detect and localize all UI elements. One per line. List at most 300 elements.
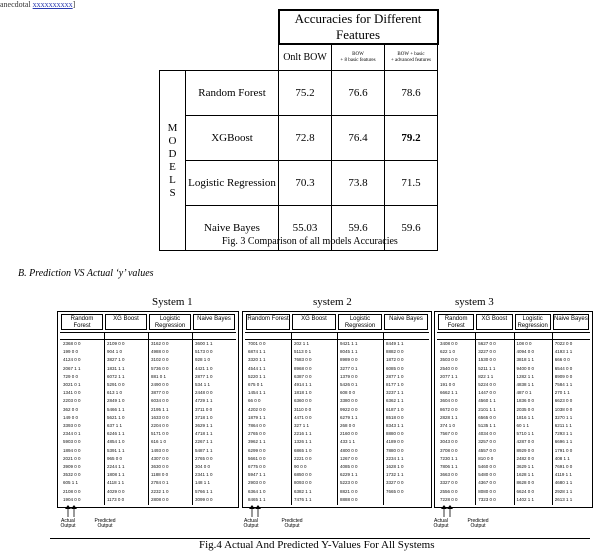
prediction-cell: 534 1 1 xyxy=(195,382,211,387)
prediction-cell: 729 0 0 xyxy=(63,373,79,379)
prediction-cell: 4029 0 0 xyxy=(107,488,125,494)
prediction-cell: 2341 1 0 xyxy=(195,472,213,478)
prediction-cell: 9400 0 0 xyxy=(516,365,535,371)
column-header: Logistic Regression xyxy=(338,314,382,330)
prediction-cell: 8045 1 1 xyxy=(340,349,358,355)
prediction-cell: 7228 0 0 xyxy=(440,496,458,502)
prediction-cell: 6850 0 0 xyxy=(294,472,312,478)
prediction-cell: 3962 1 1 xyxy=(248,439,266,445)
prediction-cell: 4085 0 0 xyxy=(340,464,358,469)
accuracy-value: 70.3 xyxy=(279,161,332,206)
column-header: Naive Bayes xyxy=(193,314,235,330)
prediction-cell: 2784 0 1 xyxy=(151,480,169,486)
fragment-prefix: anecdotal xyxy=(0,0,31,9)
prediction-cell: 3380 0 0 xyxy=(340,398,358,404)
prediction-cell: 4838 1 1 xyxy=(516,382,535,387)
prediction-cell: 4729 1 1 xyxy=(195,398,213,404)
prediction-cell: 5766 1 1 xyxy=(195,488,213,494)
prediction-cell: 8628 0 0 xyxy=(516,480,535,486)
fragment-suffix: ] xyxy=(72,0,76,9)
prediction-cell: 6775 0 0 xyxy=(248,464,266,469)
prediction-cell: 4544 1 1 xyxy=(248,365,266,371)
prediction-cell: 2765 0 0 xyxy=(195,455,213,461)
prediction-cell: 2877 1 0 xyxy=(386,373,404,379)
prediction-cell: 8672 0 0 xyxy=(440,406,458,412)
column-header: Random Forest xyxy=(246,314,290,330)
prediction-cell: 4914 1 1 xyxy=(294,382,312,387)
prediction-cell: 2613 1 1 xyxy=(554,496,573,502)
column-divider xyxy=(337,332,338,505)
prediction-cell: 965 0 0 xyxy=(107,455,123,461)
table-row xyxy=(160,71,438,116)
prediction-cell: 8821 0 0 xyxy=(340,488,358,494)
prediction-cell: 3257 0 0 xyxy=(478,439,496,445)
header-divider xyxy=(245,332,429,340)
prediction-cell: 5223 0 0 xyxy=(340,480,358,486)
prediction-cell: 8882 0 0 xyxy=(386,349,404,355)
actual-output-label-2: Actual Output xyxy=(243,518,259,529)
prediction-cell: 9922 0 0 xyxy=(340,406,358,412)
prediction-cell: 2877 1 0 xyxy=(195,373,213,379)
model-name: Logistic Regression xyxy=(186,161,279,206)
prediction-cell: 66 0 0 xyxy=(248,398,261,404)
prediction-cell: 7001 0 0 xyxy=(248,341,266,346)
prediction-cell: 8880 0 0 xyxy=(386,431,404,437)
prediction-cell: 6085 0 0 xyxy=(386,365,404,371)
prediction-cell: 4471 0 0 xyxy=(294,414,312,420)
prediction-cell: 2232 1 0 xyxy=(151,488,169,494)
prediction-cell: 4189 0 0 xyxy=(386,439,404,445)
prediction-cell: 6211 1 1 xyxy=(554,423,572,428)
prediction-cell: 2234 1 1 xyxy=(386,455,404,461)
prediction-cell: 3327 0 0 xyxy=(386,480,404,486)
accuracy-value: 73.8 xyxy=(332,161,385,206)
prediction-cell: 3099 0 0 xyxy=(195,496,213,502)
prediction-cell: 6362 1 1 xyxy=(386,398,404,404)
prediction-cell: 5661 0 0 xyxy=(248,455,266,461)
prediction-cell: 4287 0 0 xyxy=(516,439,535,445)
prediction-cell: 191 0 0 xyxy=(440,382,456,387)
column-header-bow-basic: BOW + 8 basic features xyxy=(332,44,385,71)
prediction-cell: 7476 1 1 xyxy=(294,496,312,502)
prediction-cell: 4560 1 1 xyxy=(478,398,496,404)
prediction-cell: 304 0 0 xyxy=(195,464,211,469)
prediction-cell: 2204 0 0 xyxy=(151,423,169,428)
column-header: XG Boost xyxy=(292,314,336,330)
accuracy-table xyxy=(159,9,439,251)
column-header: Random Forest xyxy=(438,314,474,330)
prediction-cell: 8888 0 0 xyxy=(340,496,358,502)
prediction-cell: 5627 0 0 xyxy=(478,341,496,346)
prediction-cell: 3393 0 0 xyxy=(63,423,81,428)
prediction-cell: 1173 0 0 xyxy=(107,496,125,502)
prediction-cell: 5171 0 0 xyxy=(151,431,169,437)
prediction-cell: 2267 1 1 xyxy=(195,439,213,445)
prediction-cell: 1628 1 0 xyxy=(386,464,404,469)
column-header: Naive Bayes xyxy=(553,314,589,330)
prediction-cell: 1447 0 0 xyxy=(478,390,496,396)
prediction-cell: 1530 0 0 xyxy=(478,357,496,363)
prediction-cell: 3227 0 0 xyxy=(478,349,496,355)
prediction-cell: 2109 0 0 xyxy=(107,341,125,346)
table-row xyxy=(160,116,438,161)
column-divider xyxy=(383,332,384,505)
prediction-cell: 3818 1 1 xyxy=(516,357,535,363)
column-header: Naive Bayes xyxy=(384,314,428,330)
prediction-cell: 6382 1 1 xyxy=(294,488,312,494)
accuracy-value: 78.6 xyxy=(385,71,438,116)
prediction-cell: 5224 0 0 xyxy=(478,382,496,387)
prediction-cell: 374 1 0 xyxy=(440,423,456,428)
prediction-cell: 6865 1 0 xyxy=(294,447,312,453)
prediction-cell: 8909 0 0 xyxy=(554,373,573,379)
prediction-cell: 613 1 0 xyxy=(107,390,123,396)
prediction-cell: 5736 0 0 xyxy=(151,365,169,371)
prediction-cell: 487 0 1 xyxy=(516,390,532,396)
prediction-cell: 6544 0 0 xyxy=(554,365,573,371)
predicted-output-label-3: Predicted Output xyxy=(467,518,489,529)
prediction-cell: 3630 0 0 xyxy=(151,464,169,469)
prediction-cell: 6034 0 0 xyxy=(151,398,169,404)
prediction-cell: 2808 0 0 xyxy=(151,496,169,502)
prediction-cell: 3708 0 0 xyxy=(440,447,458,453)
system-3-table xyxy=(434,311,593,508)
prediction-cell: 5291 0 0 xyxy=(107,382,125,387)
prediction-cell: 8929 0 0 xyxy=(516,447,535,453)
prediction-cell: 5426 0 1 xyxy=(340,382,358,387)
predicted-output-label-2: Predicted Output xyxy=(281,518,303,529)
model-name: Random Forest xyxy=(186,71,279,116)
prediction-cell: 3877 0 0 xyxy=(151,390,169,396)
prediction-cell: 5487 1 1 xyxy=(195,447,213,453)
prediction-cell: 6072 1 1 xyxy=(107,373,125,379)
prediction-cell: 2849 1 0 xyxy=(107,398,125,404)
prediction-cell: 6229 1 1 xyxy=(340,472,358,478)
prediction-cell: 3663 0 0 xyxy=(440,472,458,478)
column-header: XG Boost xyxy=(105,314,147,330)
prediction-cell: 1836 0 0 xyxy=(516,398,535,404)
prediction-cell: 2828 1 1 xyxy=(440,414,458,420)
prediction-cell: 3604 0 0 xyxy=(440,398,458,404)
column-divider xyxy=(148,332,149,505)
prediction-cell: 3327 0 0 xyxy=(440,480,458,486)
prediction-cell: 616 1 0 xyxy=(151,439,167,445)
prediction-cell: 3503 0 0 xyxy=(440,357,458,363)
prediction-cell: 5173 0 0 xyxy=(195,349,213,355)
prediction-cell: 90 0 0 xyxy=(294,464,307,469)
prediction-cell: 4034 0 0 xyxy=(478,431,496,437)
accuracy-value: 55.03 xyxy=(279,206,332,251)
accuracy-value-best: 79.2 xyxy=(385,116,438,161)
accuracy-value: 76.4 xyxy=(332,116,385,161)
prediction-cell: 8343 1 1 xyxy=(386,423,404,428)
prediction-cell: 1282 1 1 xyxy=(516,373,535,379)
system-2-table xyxy=(242,311,432,508)
prediction-cell: 1267 0 0 xyxy=(340,455,358,461)
fig3-caption: Fig. 3 Comparison of all models Accuracies xyxy=(222,236,398,247)
prediction-cell: 268 0 0 xyxy=(340,423,356,428)
prediction-cell: 3110 0 0 xyxy=(294,406,312,412)
prediction-cell: 270 1 1 xyxy=(554,390,570,396)
prediction-cell: 60 1 1 xyxy=(516,423,530,428)
prediction-cell: 1038 0 0 xyxy=(554,406,573,412)
prediction-cell: 8177 1 0 xyxy=(386,382,404,387)
prediction-cell: 3021 0 1 xyxy=(63,382,81,387)
prediction-cell: 1818 1 0 xyxy=(294,390,312,396)
prediction-cell: 6387 0 0 xyxy=(294,373,312,379)
arrow-annotations xyxy=(55,505,595,529)
table-row xyxy=(160,161,438,206)
prediction-cell: 666 0 0 xyxy=(554,357,570,363)
prediction-cell: 4193 1 1 xyxy=(554,349,573,355)
model-name: Naive Bayes xyxy=(186,206,279,251)
column-divider xyxy=(192,332,193,505)
prediction-cell: 881 0 1 xyxy=(151,373,167,379)
prediction-cell: 7584 1 1 xyxy=(554,382,573,387)
prediction-cell: 2765 0 0 xyxy=(248,431,266,437)
prediction-cell: 3320 1 1 xyxy=(248,357,266,363)
prediction-cell: 7323 0 0 xyxy=(478,496,496,502)
header-divider xyxy=(437,332,590,340)
prediction-cell: 3102 0 0 xyxy=(151,357,169,363)
prediction-cell: 3408 0 0 xyxy=(440,341,458,346)
table-blank-corner xyxy=(160,10,279,44)
accuracy-value: 59.6 xyxy=(332,206,385,251)
predicted-output-label-1: Predicted Output xyxy=(94,518,116,529)
fragment-link[interactable]: xxxxxxxxxx xyxy=(32,0,73,9)
prediction-cell: 5460 0 0 xyxy=(478,464,496,469)
prediction-cell: 5903 0 0 xyxy=(63,439,81,445)
top-fragment-text xyxy=(0,0,75,9)
prediction-cell: 2540 0 0 xyxy=(440,365,458,371)
prediction-cell: 4718 1 1 xyxy=(195,431,213,437)
prediction-cell: 4202 0 0 xyxy=(248,406,266,412)
prediction-cell: 6696 1 1 xyxy=(554,439,573,445)
prediction-cell: 5391 1 1 xyxy=(107,447,125,453)
prediction-cell: 6874 1 1 xyxy=(248,349,266,355)
accuracy-value: 72.8 xyxy=(279,116,332,161)
prediction-cell: 6623 0 0 xyxy=(554,398,573,404)
prediction-cell: 2101 1 1 xyxy=(478,406,496,412)
prediction-cell: 2160 0 0 xyxy=(340,431,358,437)
section-heading: B. Prediction VS Actual ‘y’ values xyxy=(18,268,154,279)
prediction-cell: 199 0 0 xyxy=(63,349,79,355)
prediction-cell: 149 0 0 xyxy=(63,414,79,420)
model-name: XGBoost xyxy=(186,116,279,161)
prediction-cell: 5480 0 0 xyxy=(478,472,496,478)
prediction-cell: 3600 1 1 xyxy=(195,341,213,346)
prediction-cell: 7293 1 1 xyxy=(554,431,573,437)
prediction-cell: 3043 0 0 xyxy=(440,439,458,445)
prediction-cell: 904 1 0 xyxy=(107,349,123,355)
prediction-cell: 675 0 1 xyxy=(248,382,264,387)
prediction-cell: 8989 0 0 xyxy=(340,357,358,363)
prediction-cell: 6565 0 0 xyxy=(478,414,496,420)
prediction-cell: 7880 0 0 xyxy=(386,447,404,453)
prediction-cell: 4119 1 1 xyxy=(554,472,572,478)
prediction-cell: 637 1 1 xyxy=(107,423,123,428)
prediction-cell: 7022 0 0 xyxy=(554,341,573,346)
prediction-cell: 6364 1 0 xyxy=(248,488,266,494)
prediction-cell: 7665 0 0 xyxy=(386,488,404,494)
prediction-cell: 3237 1 1 xyxy=(386,390,404,396)
prediction-cell: 3270 1 1 xyxy=(554,414,573,420)
prediction-cell: 1808 1 1 xyxy=(107,472,125,478)
accuracy-value: 71.5 xyxy=(385,161,438,206)
actual-output-label-3: Actual Output xyxy=(433,518,449,529)
prediction-cell: 5220 1 1 xyxy=(248,373,266,379)
column-header-bow: Onlt BOW xyxy=(279,44,332,71)
prediction-cell: 4421 1 0 xyxy=(195,365,213,371)
prediction-cell: 2021 0 0 xyxy=(63,455,81,461)
prediction-cell: 148 1 1 xyxy=(195,480,211,486)
prediction-cell: 4124 0 0 xyxy=(63,357,81,363)
prediction-cell: 622 1 0 xyxy=(440,349,456,355)
prediction-cell: 2203 0 0 xyxy=(63,398,81,404)
prediction-cell: 2221 0 0 xyxy=(294,455,312,461)
accuracy-value: 76.6 xyxy=(332,71,385,116)
table-blank-corner-2 xyxy=(160,44,279,71)
prediction-cell: 1188 0 0 xyxy=(151,472,169,478)
prediction-cell: 7230 1 1 xyxy=(440,455,458,461)
prediction-cell: 2244 1 1 xyxy=(107,464,125,469)
prediction-cell: 928 1 0 xyxy=(195,357,211,363)
prediction-cell: 3629 1 1 xyxy=(516,464,535,469)
prediction-cell: 5621 1 0 xyxy=(107,414,125,420)
prediction-cell: 2344 0 1 xyxy=(63,431,81,437)
system-1-title: System 1 xyxy=(152,296,193,308)
column-divider xyxy=(552,332,553,505)
prediction-cell: 1831 1 1 xyxy=(107,365,125,371)
column-header-bow-advanced: BOW + basic + advanced features xyxy=(385,44,438,71)
prediction-cell: 362 0 0 xyxy=(63,406,79,412)
prediction-cell: 2216 1 1 xyxy=(294,431,312,437)
prediction-cell: 6299 0 0 xyxy=(248,447,266,453)
prediction-cell: 7806 1 1 xyxy=(440,464,458,469)
table-title: Accuracies for Different Features xyxy=(279,10,438,44)
accuracy-value: 59.6 xyxy=(385,206,438,251)
prediction-cell: 1732 1 1 xyxy=(386,472,404,478)
prediction-cell: 3718 1 0 xyxy=(195,414,213,420)
fig4-caption: Fig.4 Actual And Predicted Y-Values For All Systems xyxy=(199,539,435,551)
prediction-cell: 1379 0 0 xyxy=(340,373,358,379)
prediction-cell: 7567 0 0 xyxy=(440,431,458,437)
prediction-cell: 2108 0 0 xyxy=(63,488,81,494)
prediction-cell: 6624 0 0 xyxy=(516,488,535,494)
prediction-cell: 2928 1 1 xyxy=(554,488,573,494)
prediction-cell: 4557 0 0 xyxy=(478,447,496,453)
prediction-cell: 5466 1 1 xyxy=(107,406,125,412)
prediction-cell: 7864 0 0 xyxy=(248,423,266,428)
prediction-cell: 1879 1 1 xyxy=(248,414,266,420)
prediction-cell: 3629 1 1 xyxy=(195,423,213,428)
prediction-cell: 4988 0 0 xyxy=(151,349,169,355)
column-header: Logistic Regression xyxy=(515,314,551,330)
prediction-cell: 2490 0 0 xyxy=(151,382,169,387)
accuracy-value: 75.2 xyxy=(279,71,332,116)
prediction-cell: 327 1 1 xyxy=(294,423,310,428)
prediction-cell: 1816 1 1 xyxy=(516,414,535,420)
column-divider xyxy=(475,332,476,505)
prediction-cell: 2556 0 0 xyxy=(440,488,458,494)
prediction-cell: 9421 1 1 xyxy=(340,341,358,346)
prediction-cell: 3277 0 1 xyxy=(340,365,358,371)
prediction-cell: 8449 1 1 xyxy=(386,341,404,346)
prediction-cell: 5947 1 1 xyxy=(248,472,266,478)
prediction-cell: 2067 1 1 xyxy=(63,365,81,371)
prediction-cell: 5113 0 1 xyxy=(294,349,312,355)
prediction-cell: 2482 0 0 xyxy=(516,455,535,461)
prediction-cell: 6187 1 0 xyxy=(386,406,404,412)
prediction-cell: 2903 0 0 xyxy=(248,480,266,486)
prediction-cell: 2368 0 0 xyxy=(63,341,81,346)
prediction-cell: 3532 0 0 xyxy=(63,472,81,478)
header-divider xyxy=(60,332,236,340)
prediction-cell: 6279 1 1 xyxy=(340,414,358,420)
prediction-cell: 4094 0 0 xyxy=(516,349,535,355)
prediction-cell: 1633 0 0 xyxy=(151,414,169,420)
prediction-cell: 8465 1 1 xyxy=(248,496,266,502)
prediction-cell: 1493 0 0 xyxy=(151,447,169,453)
prediction-cell: 2035 0 0 xyxy=(516,406,535,412)
prediction-cell: 408 1 1 xyxy=(554,455,570,461)
prediction-cell: 6360 0 0 xyxy=(294,398,312,404)
prediction-cell: 1402 1 1 xyxy=(516,496,535,502)
prediction-cell: 202 1 1 xyxy=(294,341,310,346)
prediction-cell: 2448 0 0 xyxy=(195,390,213,396)
prediction-cell: 7691 0 0 xyxy=(554,464,573,469)
system-2-title: system 2 xyxy=(313,296,352,308)
prediction-cell: 5135 1 1 xyxy=(478,423,496,428)
prediction-cell: 8093 0 0 xyxy=(294,480,312,486)
column-header: Logistic Regression xyxy=(149,314,191,330)
prediction-cell: 1894 0 0 xyxy=(63,447,81,453)
column-header: Random Forest xyxy=(61,314,103,330)
column-divider xyxy=(291,332,292,505)
prediction-cell: 810 0 0 xyxy=(478,455,494,461)
prediction-cell: 2195 1 1 xyxy=(151,406,169,412)
prediction-cell: 4680 1 1 xyxy=(554,480,573,486)
prediction-cell: 5710 1 1 xyxy=(516,431,535,437)
prediction-cell: 608 0 0 xyxy=(340,390,356,396)
actual-output-label-1: Actual Output xyxy=(60,518,76,529)
prediction-cell: 8968 0 0 xyxy=(294,365,312,371)
prediction-cell: 4854 1 0 xyxy=(107,439,125,445)
column-divider xyxy=(104,332,105,505)
prediction-cell: 108 0 0 xyxy=(516,341,532,346)
prediction-cell: 3711 0 0 xyxy=(195,406,213,412)
prediction-cell: 3162 0 0 xyxy=(151,341,169,346)
prediction-cell: 1904 0 0 xyxy=(63,496,81,502)
prediction-cell: 1454 1 1 xyxy=(248,390,266,396)
prediction-cell: 822 1 1 xyxy=(478,373,494,379)
prediction-cell: 433 1 1 xyxy=(340,439,356,445)
prediction-cell: 4367 0 0 xyxy=(478,480,496,486)
prediction-cell: 7683 0 0 xyxy=(294,357,312,363)
prediction-cell: 8080 0 0 xyxy=(478,488,496,494)
system-3-title: system 3 xyxy=(455,296,494,308)
prediction-cell: 6246 1 1 xyxy=(107,431,125,437)
column-divider xyxy=(514,332,515,505)
prediction-cell: 5211 1 1 xyxy=(478,365,496,371)
prediction-cell: 2077 1 1 xyxy=(440,373,458,379)
prediction-cell: 1872 0 0 xyxy=(386,357,404,363)
prediction-cell: 4307 0 0 xyxy=(151,455,169,461)
prediction-cell: 1341 0 0 xyxy=(63,390,81,396)
prediction-cell: 8518 0 0 xyxy=(386,414,404,420)
prediction-cell: 6662 1 1 xyxy=(440,390,458,396)
prediction-cell: 3827 1 0 xyxy=(107,357,125,363)
